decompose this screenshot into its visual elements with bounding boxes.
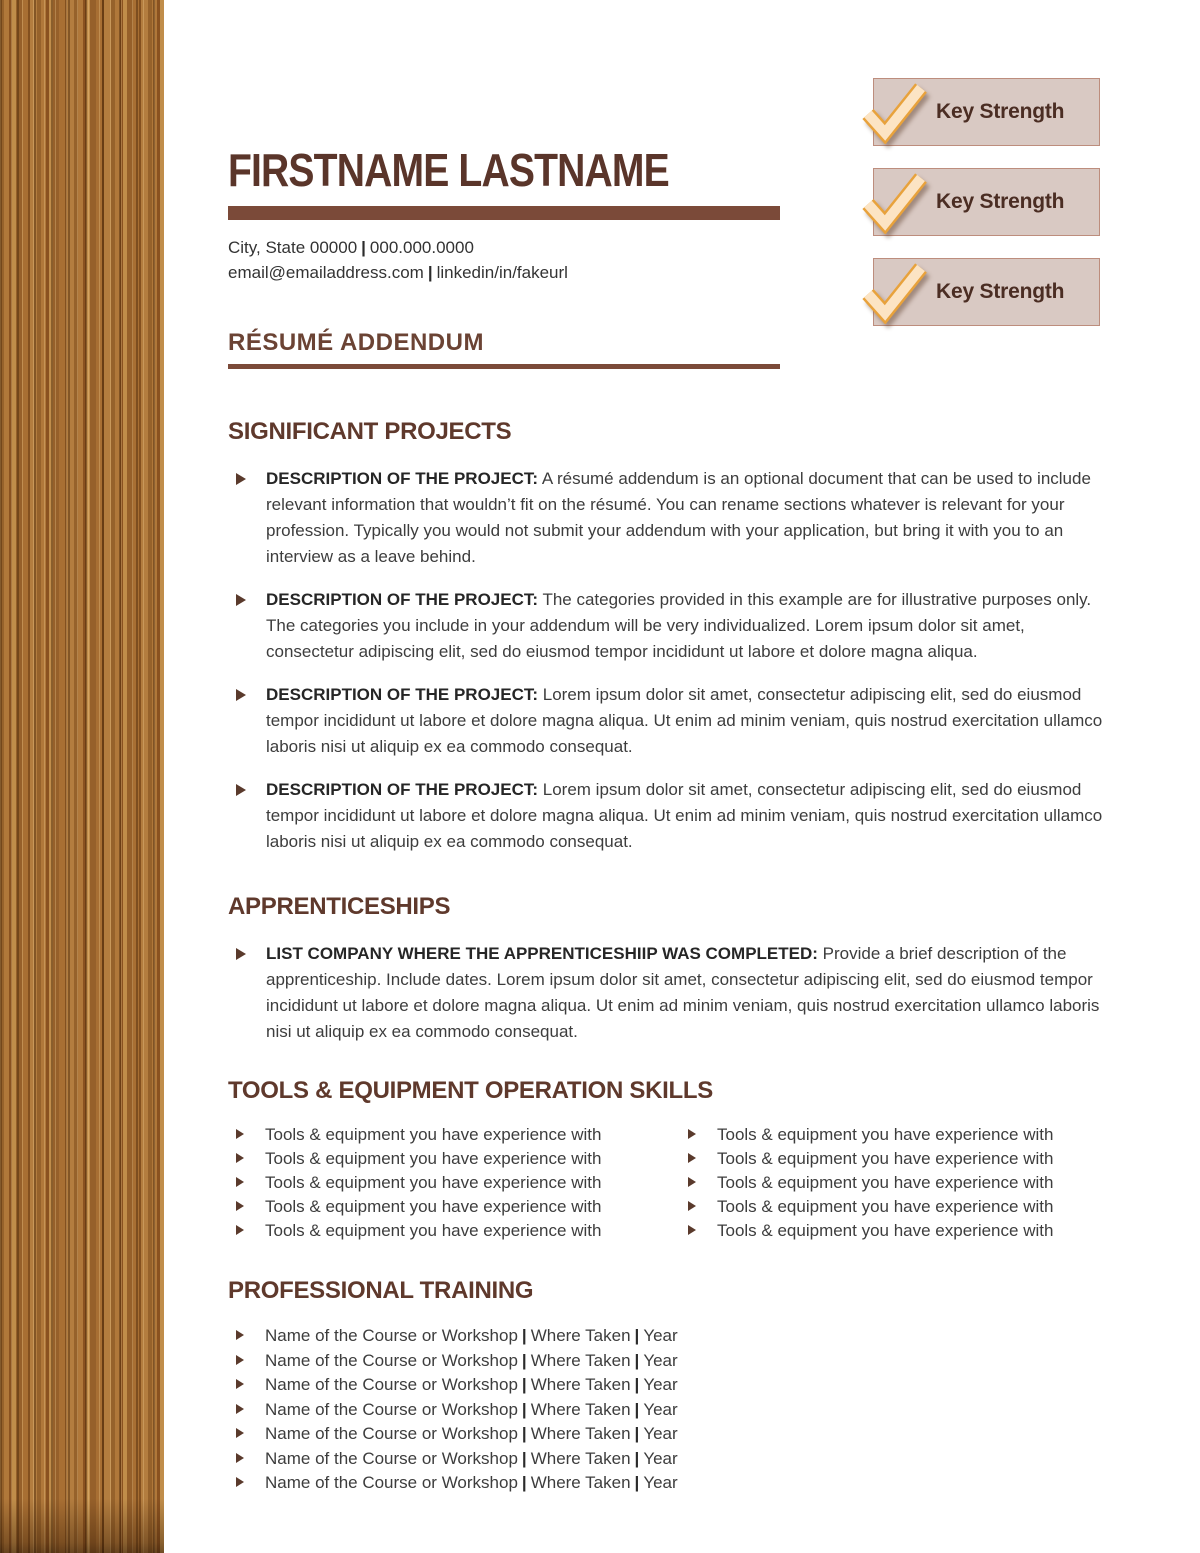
separator: | [521,1350,527,1370]
tool-item-label: Tools & equipment you have experience with [717,1149,1054,1168]
year: Year [643,1326,678,1345]
separator: | [634,1473,640,1492]
bullet-arrow-icon [236,473,246,485]
separator: | [634,1399,640,1419]
document-title: RÉSUMÉ ADDENDUM [228,329,484,356]
separator: | [427,263,433,282]
training-item [228,1324,1105,1349]
tool-item-label: Tools & equipment you have experience with [717,1173,1054,1192]
bullet-body: The categories provided in this example are for illustrative purposes only. The categories you include in your addendum will be very individualized. Lorem ipsum dolor sit amet, consectetur adipiscing elit, sed do eiusmod tempor incididunt ut labore et dolore magna aliqua. [266,590,1092,661]
apprenticeship-bullet-item [228,941,1105,1045]
year: Year [643,1350,678,1370]
separator: | [634,1375,640,1394]
bullet-arrow-icon [236,1428,244,1438]
where-taken: Where Taken [530,1326,631,1345]
tool-item [228,1171,680,1195]
bullet-lead: DESCRIPTION OF THE PROJECT: [266,780,539,799]
bullet-arrow-icon [236,1453,244,1463]
where-taken: Where Taken [530,1448,631,1468]
email-address: email@emailaddress.com [228,263,424,282]
bullet-arrow-icon [236,784,246,796]
year: Year [643,1424,678,1443]
separator: | [521,1448,527,1468]
course-name: Name of the Course or Workshop [265,1448,518,1468]
tool-item-label: Tools & equipment you have experience with [265,1221,602,1240]
separator: | [361,238,366,257]
section-significant-projects [228,418,1105,855]
linkedin-url: linkedin/in/fakeurl [436,263,568,282]
project-bullet-item [228,466,1105,570]
section-title: TOOLS & EQUIPMENT OPERATION SKILLS [228,1077,713,1104]
section-title: APPRENTICESHIPS [228,893,451,920]
course-name: Name of the Course or Workshop [265,1473,518,1492]
separator: | [521,1399,527,1419]
tool-item-label: Tools & equipment you have experience with [265,1149,602,1168]
bullet-lead: DESCRIPTION OF THE PROJECT: [266,590,539,609]
bullet-arrow-icon [236,1477,244,1487]
bullet-arrow-icon [236,1129,244,1139]
tool-item [680,1147,1105,1171]
tool-item [680,1195,1105,1219]
year: Year [643,1375,678,1394]
bullet-body: A résumé addendum is an optional document that can be used to include relevant information that wouldn’t fit on the résumé. You can rename sections whatever is relevant for your profession. Typically you would not submit your addendum with your application, but bring it with you to an interview as a leave behind. [266,469,1091,566]
course-name: Name of the Course or Workshop [265,1326,518,1345]
tool-item [228,1219,680,1243]
phone-number: 000.000.0000 [369,238,474,257]
separator: | [634,1448,640,1468]
where-taken: Where Taken [530,1375,631,1394]
document-body [228,0,1105,1496]
separator: | [521,1473,527,1492]
year: Year [643,1448,678,1468]
tool-item-label: Tools & equipment you have experience with [265,1173,602,1192]
project-bullet-item [228,587,1105,665]
project-bullet-item [228,682,1105,760]
bullet-body: Lorem ipsum dolor sit amet, consectetur adipiscing elit, sed do eiusmod tempor incididunt ut labore et dolore magna aliqua. Ut enim ad minim veniam, quis nostrud exercitation ullamco laboris nisi ut aliquip ex ea commodo consequat. [266,780,1103,851]
bullet-arrow-icon [236,594,246,606]
training-item [228,1422,1105,1447]
document-title-underline-bar [228,364,780,369]
key-strength-label: Key Strength [936,100,1065,123]
tools-column-left [228,1123,680,1243]
section-apprenticeships [228,893,1105,1045]
year: Year [643,1399,678,1419]
tool-item-label: Tools & equipment you have experience with [717,1125,1054,1144]
bullet-arrow-icon [236,1379,244,1389]
bullet-arrow-icon [688,1129,696,1139]
bullet-arrow-icon [236,1153,244,1163]
course-name: Name of the Course or Workshop [265,1350,518,1370]
separator: | [521,1375,527,1394]
bullet-arrow-icon [236,689,246,701]
where-taken: Where Taken [530,1350,631,1370]
name-underline-bar [228,206,780,220]
separator: | [634,1350,640,1370]
separator: | [634,1326,640,1345]
tool-item [228,1123,680,1147]
wood-texture-sidebar [0,0,164,1553]
tool-item [680,1219,1105,1243]
key-strength-label: Key Strength [936,190,1065,213]
bullet-lead: DESCRIPTION OF THE PROJECT: [266,685,539,704]
where-taken: Where Taken [530,1399,631,1419]
course-name: Name of the Course or Workshop [265,1399,518,1419]
tool-item [228,1147,680,1171]
tool-item-label: Tools & equipment you have experience with [717,1197,1054,1216]
bullet-arrow-icon [236,1201,244,1211]
bullet-arrow-icon [688,1225,696,1235]
tool-item [228,1195,680,1219]
tool-item-label: Tools & equipment you have experience with [265,1197,602,1216]
bullet-arrow-icon [688,1201,696,1211]
section-title: PROFESSIONAL TRAINING [228,1277,534,1304]
tools-column-right [680,1123,1105,1243]
course-name: Name of the Course or Workshop [265,1375,518,1394]
bullet-arrow-icon [236,1330,244,1340]
bullet-body: Provide a brief description of the apprenticeship. Include dates. Lorem ipsum dolor sit amet, consectetur adipiscing elit, sed do eiusmod tempor incididunt ut labore et dolore magna aliqua. Ut enim ad minim veniam, quis nostrud exercitation ullamco laboris nisi ut aliquip ex ea commodo consequat. [266,944,1100,1041]
section-professional-training [228,1277,1105,1496]
year: Year [643,1473,678,1492]
contact-info [228,235,1105,285]
tool-item [680,1171,1105,1195]
bullet-lead: LIST COMPANY WHERE THE APPRENTICESHIIP WAS COMPLETED: [266,944,818,963]
person-name-title: FIRSTNAME LASTNAME [228,144,669,196]
bullet-arrow-icon [688,1153,696,1163]
separator: | [521,1424,527,1443]
bullet-arrow-icon [236,1177,244,1187]
bullet-arrow-icon [688,1177,696,1187]
separator: | [634,1424,640,1443]
bullet-arrow-icon [236,948,246,960]
section-title: SIGNIFICANT PROJECTS [228,418,512,445]
training-item [228,1373,1105,1398]
bullet-arrow-icon [236,1404,244,1414]
key-strength-label: Key Strength [936,280,1065,303]
bullet-arrow-icon [236,1355,244,1365]
bullet-lead: DESCRIPTION OF THE PROJECT: [266,469,539,488]
separator: | [521,1326,527,1345]
bullet-arrow-icon [236,1225,244,1235]
course-name: Name of the Course or Workshop [265,1424,518,1443]
section-tools-equipment-skills [228,1077,1105,1243]
training-item [228,1471,1105,1496]
tool-item-label: Tools & equipment you have experience with [265,1125,602,1144]
tool-item-label: Tools & equipment you have experience with [717,1221,1054,1240]
where-taken: Where Taken [530,1424,631,1443]
project-bullet-item [228,777,1105,855]
training-item [228,1349,1105,1374]
training-item [228,1398,1105,1423]
bullet-body: Lorem ipsum dolor sit amet, consectetur adipiscing elit, sed do eiusmod tempor incididunt ut labore et dolore magna aliqua. Ut enim ad minim veniam, quis nostrud exercitation ullamco laboris nisi ut aliquip ex ea commodo consequat. [266,685,1103,756]
contact-line-2 [228,260,1105,285]
training-item [228,1447,1105,1472]
where-taken: Where Taken [530,1473,631,1492]
city-state-zip: City, State 00000 [228,238,358,257]
contact-line-1 [228,235,1105,260]
tool-item [680,1123,1105,1147]
